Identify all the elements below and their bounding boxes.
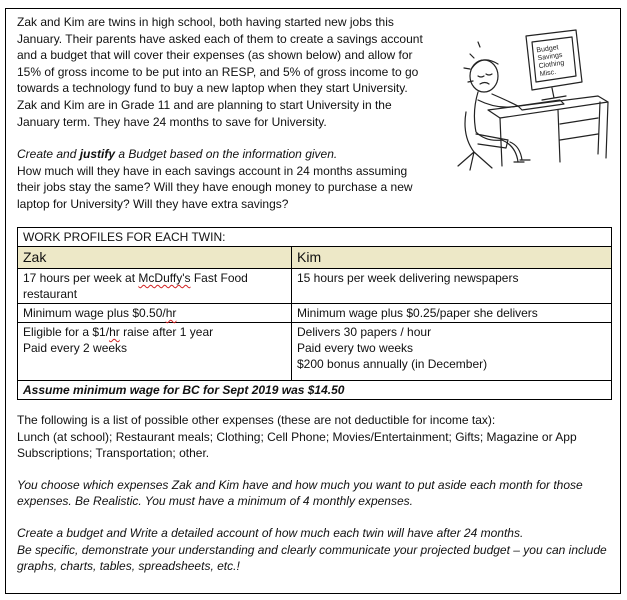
- zak-pay-frequency: Paid every 2 weeks: [23, 341, 128, 355]
- work-profiles-heading: WORK PROFILES FOR EACH TWIN:: [18, 228, 612, 247]
- kim-hours-cell: 15 hours per week delivering newspapers: [292, 269, 612, 304]
- question-line: How much will they have in each savings account in 24 months assuming: [17, 163, 408, 178]
- intro-line: Zak and Kim are in Grade 11 and are planning to start University in the: [17, 97, 392, 112]
- intro-line: and a budget that will cover their expenses (as shown below) and allow for: [17, 48, 413, 63]
- intro-line: Zak and Kim are twins in high school, both having started new jobs this: [17, 15, 394, 29]
- note-clothing: Clothing: [538, 59, 565, 71]
- question-line: laptop for University? Will they have extra savings?: [17, 196, 289, 211]
- choose-expenses-text: You choose which expenses Zak and Kim have and how much you want to put aside each month for those: [17, 477, 583, 492]
- kim-details-cell: [292, 323, 612, 381]
- task-instruction: Create and justify a Budget based on the information given.: [17, 147, 338, 161]
- task-paragraph: [17, 146, 447, 212]
- kim-detail: Paid every two weeks: [297, 341, 414, 355]
- final-task-text: graphs, charts, tables, spreadsheets, etc.!: [17, 559, 240, 574]
- expenses-list: Lunch (at school); Restaurant meals; Clothing; Cell Phone; Movies/Entertainment; Gifts; Magazine or App: [17, 429, 577, 444]
- final-task-text: Create a budget and Write a detailed account of how much each twin will have after 24 months.: [17, 525, 524, 540]
- question-line: their jobs stay the same? Will they have enough money to purchase a new: [17, 180, 413, 195]
- intro-paragraph: [17, 14, 437, 130]
- intro-line: January. Their parents have asked each of them to create a savings account: [17, 31, 423, 46]
- kim-wage-cell: Minimum wage plus $0.25/paper she delivers: [292, 304, 612, 323]
- note-savings: Savings: [537, 51, 563, 63]
- expenses-intro: The following is a list of possible other expenses (these are not deductible for income tax):: [17, 413, 496, 427]
- zak-hours-cell: 17 hours per week at McDuffy's Fast Food restaurant: [18, 269, 292, 304]
- zak-details-cell: Eligible for a $1/hr raise after 1 year Paid every 2 weeks: [18, 323, 292, 381]
- kim-name-cell: Kim: [292, 247, 612, 269]
- kim-detail: $200 bonus annually (in December): [297, 357, 488, 371]
- expenses-list: Subscriptions; Transportation; other.: [17, 446, 210, 461]
- zak-wage-cell: Minimum wage plus $0.50/hr: [18, 304, 292, 323]
- kim-detail: Delivers 30 papers / hour: [297, 325, 432, 339]
- final-task-text: Be specific, demonstrate your understanding and clearly communicate your projected budget – you can include: [17, 542, 607, 557]
- note-misc: Misc.: [539, 68, 557, 79]
- choose-expenses-text: expenses. Be Realistic. You must have a minimum of 4 monthly expenses.: [17, 494, 413, 509]
- student-at-computer-illustration: [448, 24, 612, 174]
- justify-emphasis: justify: [79, 147, 116, 161]
- note-budget: Budget: [536, 44, 560, 55]
- minimum-wage-assumption: Assume minimum wage for BC for Sept 2019 was $14.50: [18, 381, 612, 400]
- intro-line: towards a technology fund to buy a new laptop when they start University.: [17, 81, 408, 96]
- intro-line: January term. They have 24 months to save for University.: [17, 114, 327, 129]
- zak-name-cell: Zak: [18, 247, 292, 269]
- intro-line: 15% of gross income to be put into an RESP, and 5% of gross income to go: [17, 64, 419, 79]
- instructions-section: [17, 412, 617, 575]
- work-profiles-table: [17, 227, 612, 400]
